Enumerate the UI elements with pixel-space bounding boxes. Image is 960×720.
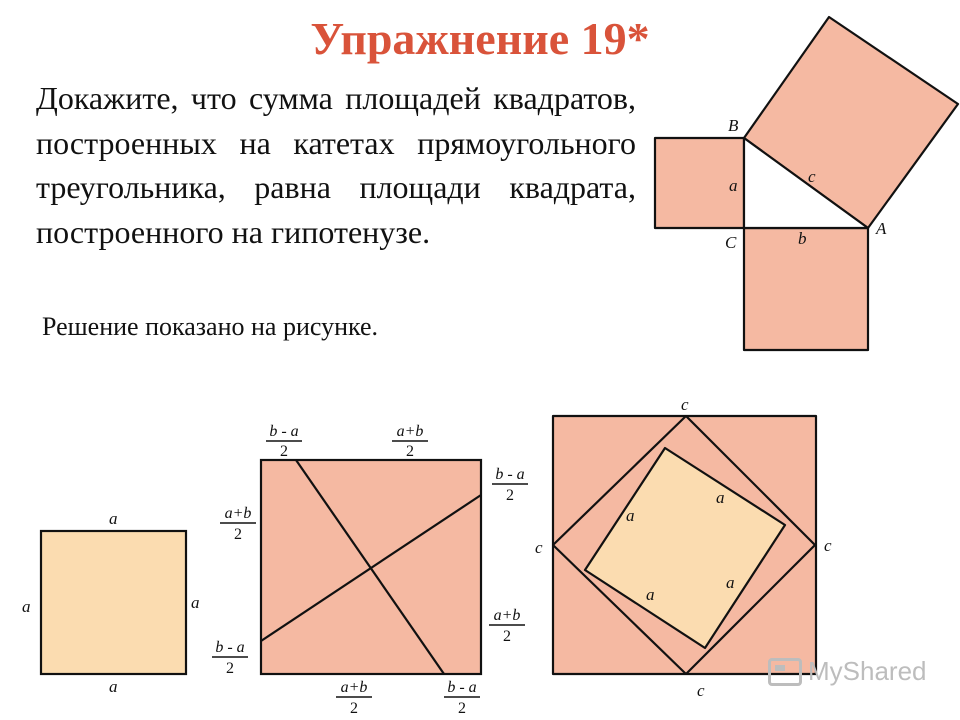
problem-statement: Докажите, что сумма площадей квадратов, построенных на катетах прямоугольного треугольника, равна площади квадрата, построенного на гипотенузе. <box>36 80 636 250</box>
side-b-label: b <box>798 229 807 248</box>
side-c-label: c <box>808 167 816 186</box>
outer-square-top-label: c <box>681 395 689 414</box>
inner-square-label-1: a <box>626 506 635 525</box>
square-a-bottom-label: a <box>109 677 118 696</box>
square-a-top-label: a <box>109 509 118 528</box>
fraction-left-bottom <box>212 639 248 677</box>
fraction-denominator: 2 <box>350 700 358 717</box>
square-a-left-label: a <box>22 597 31 616</box>
fraction-top-right <box>392 423 428 460</box>
divided-square <box>261 460 481 674</box>
square-a-right-label: a <box>191 593 200 612</box>
outer-square-right-label: c <box>824 536 832 555</box>
fraction-denominator: 2 <box>280 443 288 460</box>
fraction-denominator: 2 <box>458 700 466 717</box>
fraction-denominator: 2 <box>226 660 234 677</box>
vertex-b-label: B <box>728 116 739 135</box>
fraction-numerator: b - a <box>269 423 299 440</box>
fraction-bottom-left <box>336 679 372 717</box>
inner-square-label-2: a <box>716 488 725 507</box>
side-a-label: a <box>729 176 738 195</box>
fraction-numerator: a+b <box>224 505 252 522</box>
fraction-numerator: b - a <box>215 639 245 656</box>
fraction-bottom-right <box>444 679 480 717</box>
outer-square-left-label: c <box>535 538 543 557</box>
fraction-numerator: a+b <box>493 607 521 624</box>
solution-note: Решение показано на рисунке. <box>42 312 379 341</box>
fraction-top-left <box>266 423 302 460</box>
vertex-a-label: A <box>876 219 887 238</box>
square-a <box>41 531 186 674</box>
square-c-figure <box>553 416 816 674</box>
slide-title: Упражнение 19* <box>310 13 650 64</box>
fraction-denominator: 2 <box>503 628 511 645</box>
outer-square-bottom-label: c <box>697 681 705 700</box>
fraction-numerator: a+b <box>340 679 368 696</box>
fraction-right-bottom <box>489 607 525 645</box>
fraction-denominator: 2 <box>506 487 514 504</box>
fraction-left-top <box>220 505 256 543</box>
fraction-numerator: b - a <box>495 466 525 483</box>
fraction-numerator: a+b <box>396 423 424 440</box>
fraction-denominator: 2 <box>406 443 414 460</box>
vertex-c-label: C <box>725 233 737 252</box>
fraction-right-top <box>492 466 528 504</box>
inner-square-label-4: a <box>646 585 655 604</box>
watermark-text: MyShared <box>808 656 927 686</box>
fraction-numerator: b - a <box>447 679 477 696</box>
inner-square-label-3: a <box>726 573 735 592</box>
watermark <box>768 656 927 687</box>
pythagoras-figure <box>655 17 958 350</box>
fraction-denominator: 2 <box>234 526 242 543</box>
presentation-icon <box>768 658 802 686</box>
